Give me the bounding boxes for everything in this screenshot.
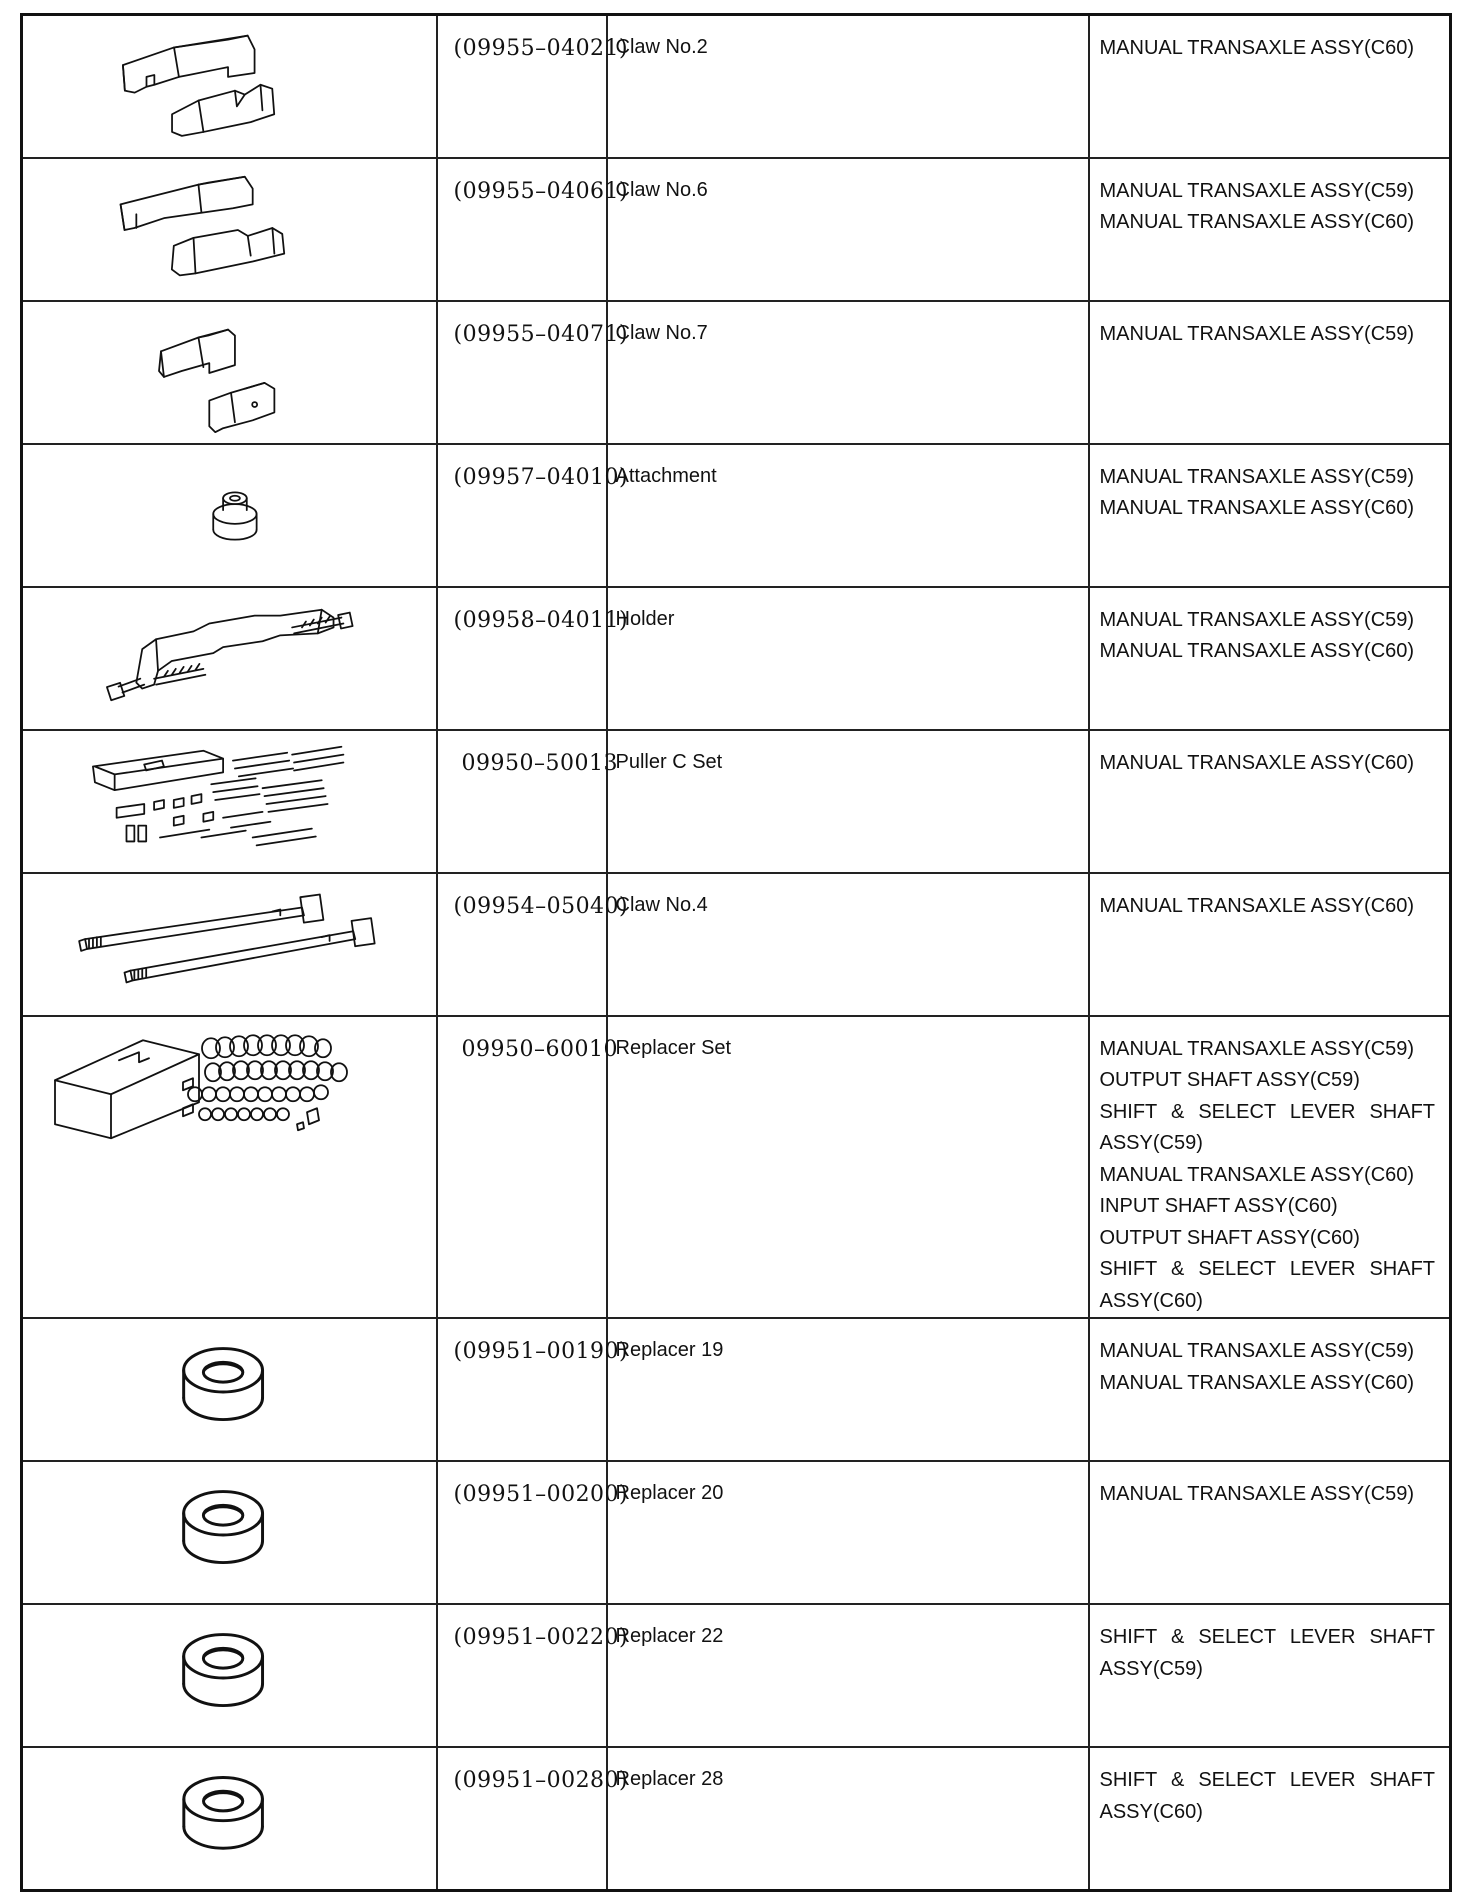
replacer-ring-icon [23,1319,438,1460]
holder-icon [23,588,438,729]
application-item: ASSY(C59) [1099,1657,1203,1680]
tool-name: Claw No.7 [607,301,1089,444]
part-number: (09957–04010) [437,444,607,587]
application-item: MANUAL TRANSAXLE ASSY(C60) [1099,1371,1415,1394]
application-item: OUTPUT SHAFT ASSY(C59) [1099,1069,1360,1091]
part-number: 09950–50013 [437,730,607,873]
tool-illustration-cell [22,730,437,873]
applications-cell [1089,158,1451,301]
claw-pair-icon [23,16,438,157]
table-row [22,1016,1451,1319]
replacer-ring-icon [23,1462,438,1603]
table-row [22,15,1451,158]
tool-name: Puller C Set [607,730,1089,873]
applications-cell [1089,1461,1451,1604]
part-number: (09955–04021) [437,15,607,158]
tool-name: Replacer 19 [607,1318,1089,1461]
applications-cell [1089,1318,1451,1461]
tool-illustration-cell [22,587,437,730]
tool-name: Claw No.4 [607,873,1089,1016]
table-row [22,730,1451,873]
application-item: INPUT SHAFT ASSY(C60) [1099,1195,1338,1217]
table-row [22,444,1451,587]
part-number: 09950–60010 [437,1016,607,1319]
tool-illustration-cell [22,1016,437,1319]
table-row [22,1747,1451,1890]
applications-cell [1089,301,1451,444]
tool-name: Replacer 28 [607,1747,1089,1890]
application-item: MANUAL TRANSAXLE ASSY(C60) [1099,497,1415,519]
application-item: MANUAL TRANSAXLE ASSY(C60) [1099,640,1415,662]
tool-name: Claw No.2 [607,15,1089,158]
application-item: MANUAL TRANSAXLE ASSY(C59) [1099,608,1415,631]
part-number: (09958–04011) [437,587,607,730]
tool-illustration-cell [22,873,437,1016]
application-item: MANUAL TRANSAXLE ASSY(C59) [1099,465,1415,488]
tool-name: Replacer 22 [607,1604,1089,1747]
tool-illustration-cell [22,444,437,587]
tool-name: Holder [607,587,1089,730]
tool-name: Replacer 20 [607,1461,1089,1604]
puller-set-icon [23,731,438,872]
applications-cell [1089,587,1451,730]
tool-illustration-cell [22,1461,437,1604]
applications-cell [1089,15,1451,158]
application-item: SHIFT & SELECT LEVER SHAFT [1099,1100,1435,1123]
tool-name: Claw No.6 [607,158,1089,301]
part-number: (09951–00200) [437,1461,607,1604]
application-item: SHIFT & SELECT LEVER SHAFT [1099,1626,1435,1648]
application-item: MANUAL TRANSAXLE ASSY(C59) [1099,179,1415,202]
application-item: MANUAL TRANSAXLE ASSY(C59) [1099,322,1415,345]
replacer-ring-icon [23,1605,438,1746]
replacer-ring-icon [23,1748,438,1889]
application-item: ASSY(C60) [1099,1800,1203,1823]
tool-illustration-cell [22,1318,437,1461]
application-item: OUTPUT SHAFT ASSY(C60) [1099,1226,1360,1249]
application-item: SHIFT & SELECT LEVER SHAFT [1099,1769,1435,1791]
application-item: MANUAL TRANSAXLE ASSY(C59) [1099,1483,1415,1505]
application-item: MANUAL TRANSAXLE ASSY(C60) [1099,37,1415,59]
tool-illustration-cell [22,158,437,301]
application-item: ASSY(C60) [1099,1289,1203,1312]
application-item: ASSY(C59) [1099,1132,1203,1154]
table-row [22,1604,1451,1747]
table-row [22,1461,1451,1604]
applications-cell [1089,1016,1451,1319]
application-item: MANUAL TRANSAXLE ASSY(C60) [1099,211,1415,233]
special-service-tools-table [20,13,1452,1892]
applications-cell [1089,1604,1451,1747]
part-number: (09951–00280) [437,1747,607,1890]
applications-cell [1089,730,1451,873]
tool-illustration-cell [22,1747,437,1890]
applications-cell [1089,873,1451,1016]
part-number: (09951–00220) [437,1604,607,1747]
applications-cell [1089,1747,1451,1890]
application-item: MANUAL TRANSAXLE ASSY(C60) [1099,751,1415,774]
claw-rods-icon [23,874,438,1015]
tool-name: Attachment [607,444,1089,587]
replacer-set-icon [23,1017,438,1318]
application-item: MANUAL TRANSAXLE ASSY(C60) [1099,1163,1415,1186]
tool-illustration-cell [22,15,437,158]
application-item: MANUAL TRANSAXLE ASSY(C59) [1099,1037,1415,1060]
table-row [22,301,1451,444]
part-number: (09954–05040) [437,873,607,1016]
part-number: (09951–00190) [437,1318,607,1461]
tool-illustration-cell [22,1604,437,1747]
claw-pair-long-icon [23,159,438,300]
table-row [22,587,1451,730]
table-row [22,1318,1451,1461]
tool-illustration-cell [22,301,437,444]
part-number: (09955–04061) [437,158,607,301]
table-row [22,158,1451,301]
application-item: MANUAL TRANSAXLE ASSY(C59) [1099,1340,1415,1362]
application-item: SHIFT & SELECT LEVER SHAFT [1099,1258,1435,1280]
part-number: (09955–04071) [437,301,607,444]
claw-pair-slim-icon [23,302,438,443]
applications-cell [1089,444,1451,587]
application-item: MANUAL TRANSAXLE ASSY(C60) [1099,894,1415,917]
table-row [22,873,1451,1016]
tool-name: Replacer Set [607,1016,1089,1319]
attachment-icon [23,445,438,586]
